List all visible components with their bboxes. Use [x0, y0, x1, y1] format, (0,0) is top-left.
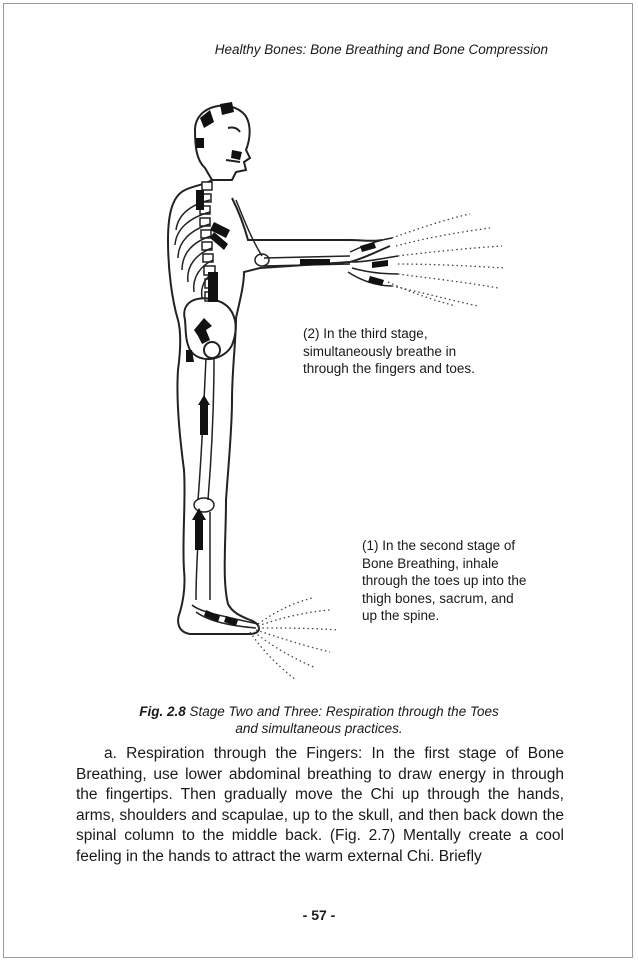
callout-third-stage: (2) In the third stage, simultaneously breathe in through the fingers and toes. — [303, 326, 475, 376]
foot-bones — [192, 605, 258, 628]
body-paragraph: a. Respiration through the Fingers: In the first stage of Bone Breathing, use lower abdominal breathing to draw energy in through the fingertips. Then gradually move the Chi up through the hands, arms, shoulders and scapulae, up to the skull, and then back down the spinal column to the middle back. (Fig. 2.7) Mentally create a cool feeling in the hands to attract the warm external Chi. Briefly — [76, 745, 564, 865]
finger-chi-rays — [388, 214, 506, 306]
energy-arrows — [186, 190, 228, 362]
caption-line-1: Stage Two and Three: Respiration through the Toes — [185, 704, 499, 719]
running-head: Healthy Bones: Bone Breathing and Bone Compression — [214, 42, 548, 57]
pelvis — [184, 298, 235, 359]
figure-caption — [60, 703, 578, 737]
toe-chi-rays — [250, 598, 338, 680]
caption-line-2: and simultaneous practices. — [235, 721, 403, 736]
arm-bones — [236, 200, 350, 266]
callout-second-stage: (1) In the second stage of Bone Breathing, inhale through the toes up into the thigh bones, sacrum, and up the spine. — [362, 538, 527, 623]
page-number: - 57 - — [302, 907, 336, 923]
tibia-arrow — [192, 508, 206, 550]
figure-label: Fig. 2.8 — [139, 704, 186, 719]
femur-arrow — [198, 395, 210, 435]
skull-marks — [196, 102, 242, 160]
